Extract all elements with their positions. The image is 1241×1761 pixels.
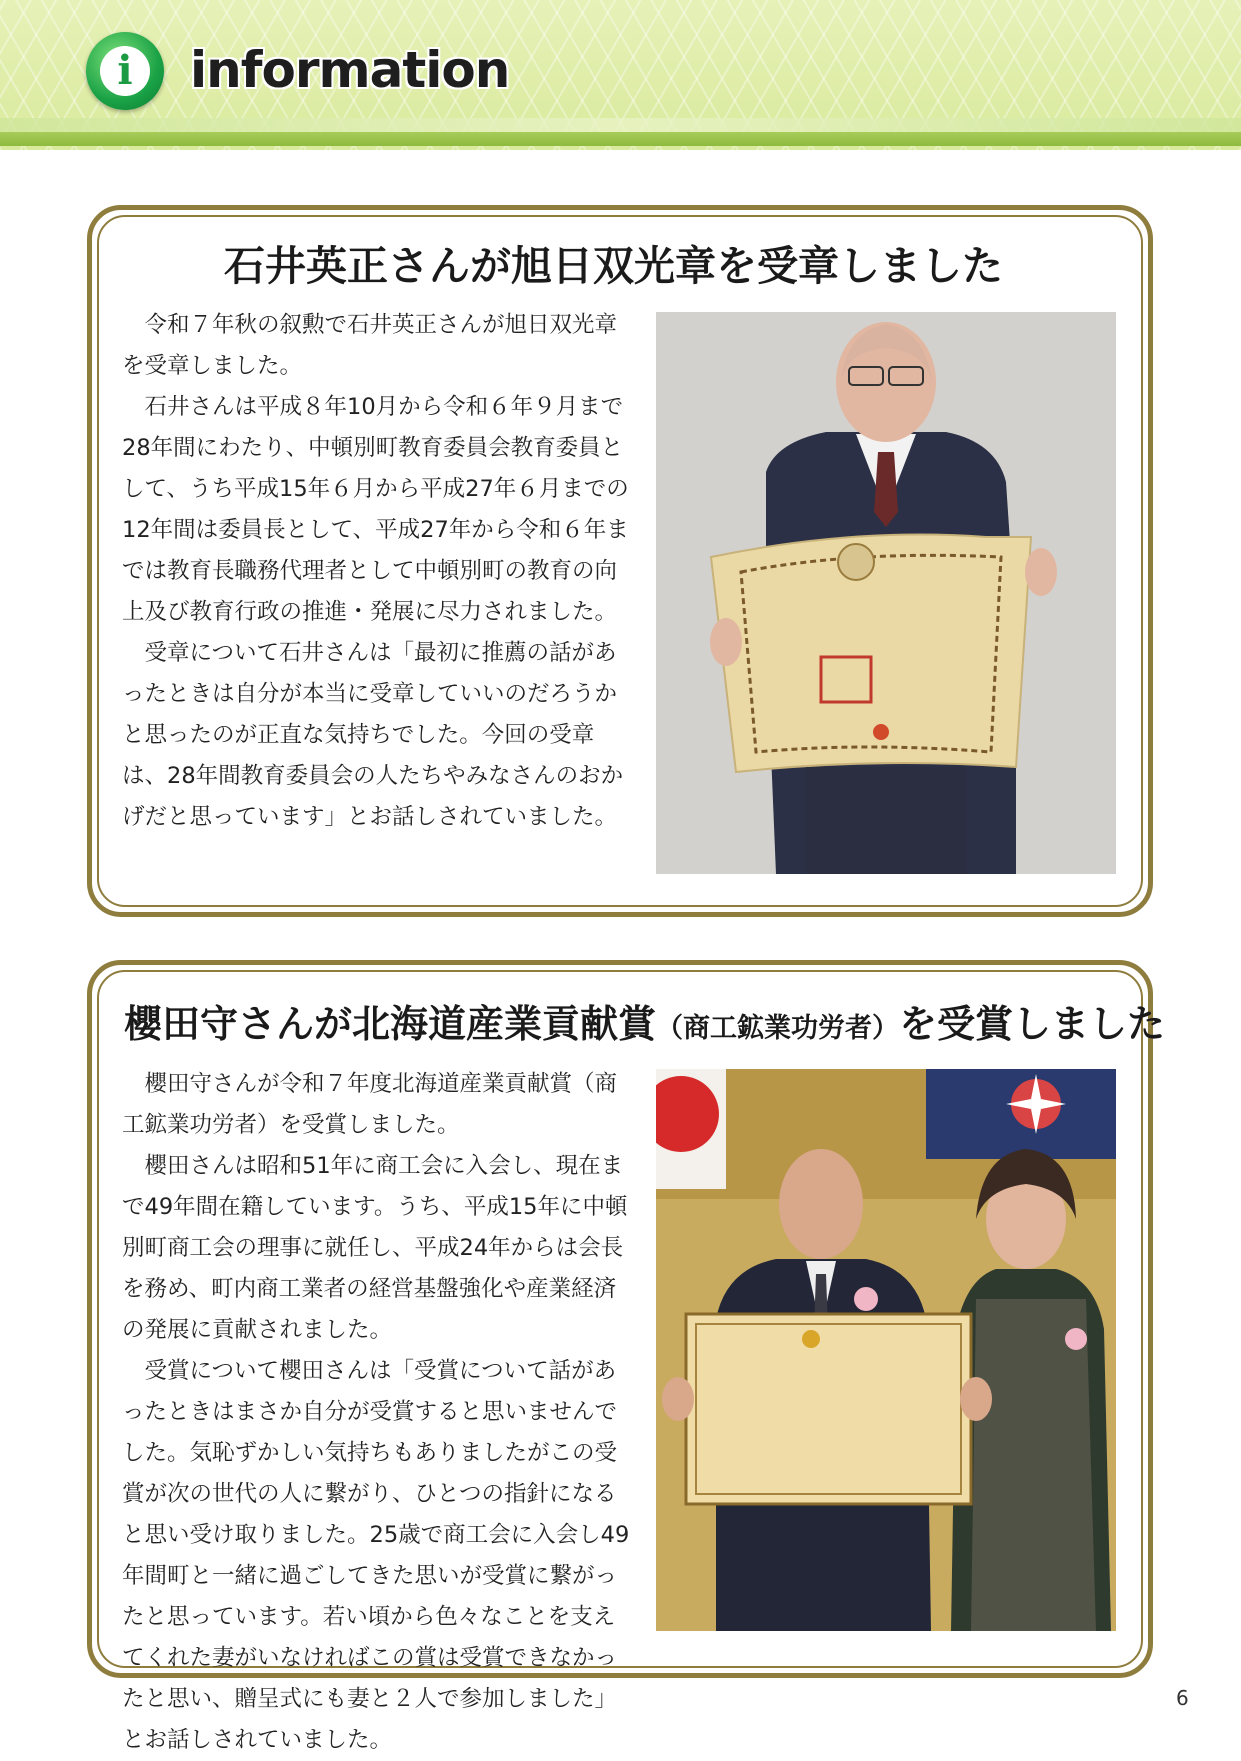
article-1-paragraph: 令和７年秋の叙勲で石井英正さんが旭日双光章を受章しました。: [122, 312, 618, 379]
article-1-title: 石井英正さんが旭日双光章を受章しました: [224, 242, 1003, 290]
article-1-body: [122, 305, 637, 838]
photo-illustration-1: [656, 312, 1116, 874]
article-1-paragraph: 受章について石井さんは「最初に推薦の話があったときは自分が本当に受章していいのだろうかと思ったのが正直な気持ちでした。今回の受章は、28年間教育委員会の人たちやみなさんのおかげだと思っています」とお話しされていました。: [122, 640, 624, 830]
article-2-paragraph: 受賞について櫻田さんは「受賞について話があったときはまさか自分が受賞すると思いませんでした。気恥ずかしい気持ちもありましたがこの受賞が次の世代の人に繋がり、ひとつの指針になると思い受け取りました。25歳で商工会に入会し49年間町と一緒に過ごしてきた思いが受賞に繋がったと思っています。若い頃から色々なことを支えてくれた妻がいなければこの賞は受賞できなかったと思い、贈呈式にも妻と２人で参加しました」とお話しされていました。: [122, 1358, 630, 1753]
info-icon-letter: i: [100, 46, 150, 96]
article-2-title: [124, 996, 1165, 1057]
header-band: [0, 132, 1241, 146]
section-title: information: [190, 41, 510, 99]
photo-sakurada-and-wife: [656, 1069, 1116, 1631]
header-banner: [0, 0, 1241, 150]
article-1-paragraph: 石井さんは平成８年10月から令和６年９月まで28年間にわたり、中頓別町教育委員会教育委員として、うち平成15年６月から平成27年６月までの12年間は委員長として、平成27年から令和６年までは教育長職務代理者として中頓別町の教育の向上及び教育行政の推進・発展に尽力されました。: [122, 394, 629, 625]
page-number: 6: [1176, 1686, 1189, 1710]
article-2-title-main: 櫻田守さんが北海道産業貢献賞: [124, 1002, 657, 1046]
info-icon: [86, 32, 164, 110]
article-2-body: [122, 1064, 637, 1761]
article-2-title-end: を受賞しました: [899, 1002, 1166, 1046]
article-2-title-paren: （商工鉱業功労者）: [656, 1013, 900, 1044]
article-2-paragraph: 櫻田さんは昭和51年に商工会に入会し、現在まで49年間在籍しています。うち、平成15年に中頓別町商工会の理事に就任し、平成24年からは会長を務め、町内商工業者の経営基盤強化や産業経済の発展に貢献されました。: [122, 1153, 628, 1343]
article-2-paragraph: 櫻田守さんが令和７年度北海道産業貢献賞（商工鉱業功労者）を受賞しました。: [122, 1071, 618, 1138]
photo-illustration-2: [656, 1069, 1116, 1631]
photo-ishii-with-certificate: [656, 312, 1116, 874]
